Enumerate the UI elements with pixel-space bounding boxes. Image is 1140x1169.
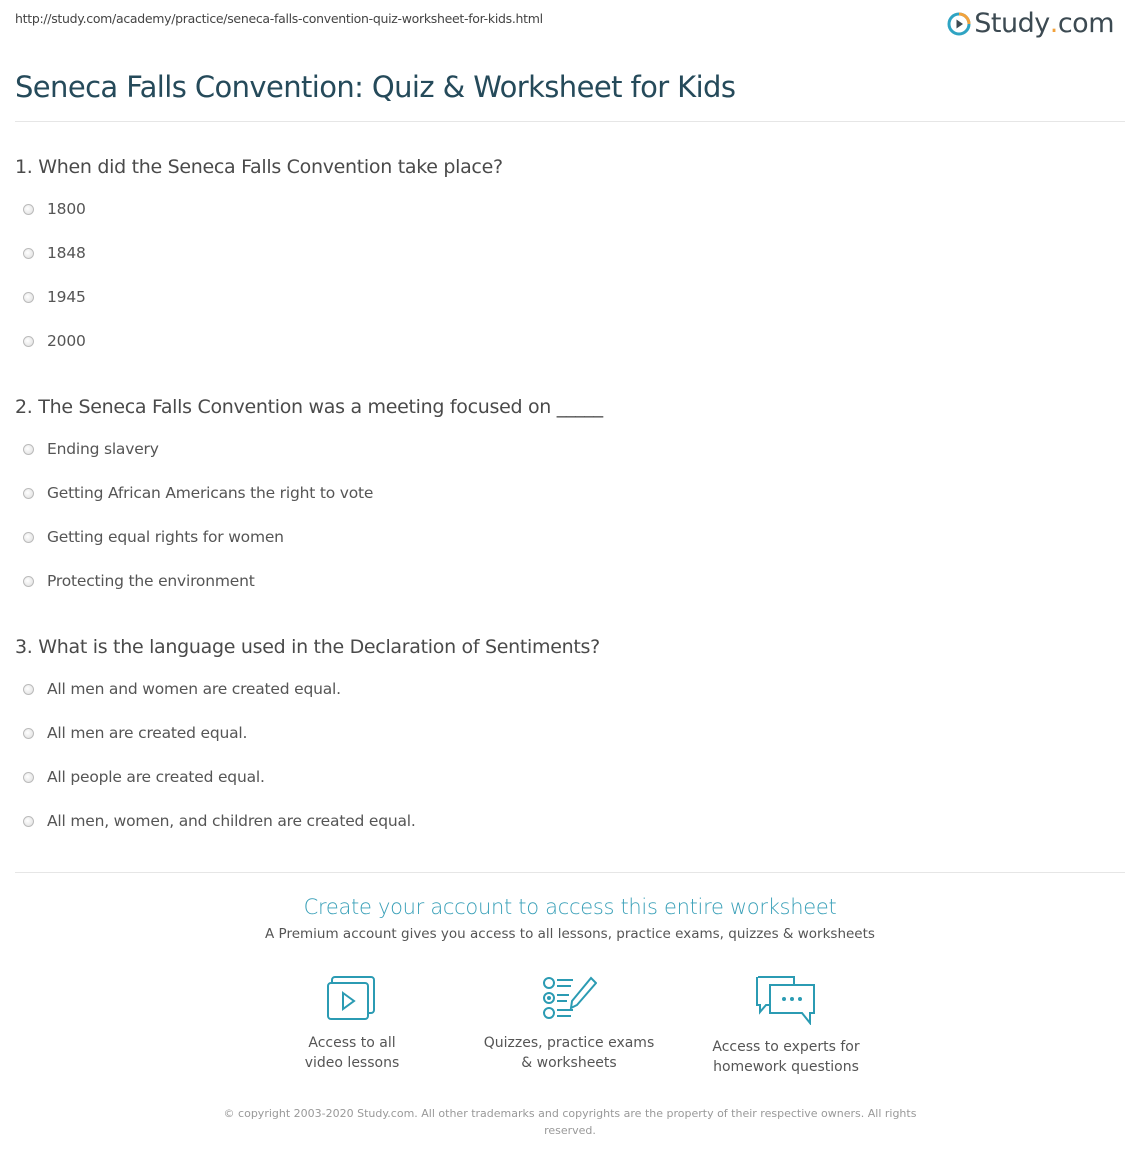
feature-label: Access to all [308,1035,396,1051]
answer-label: Getting equal rights for women [47,528,284,546]
answer-option[interactable] [23,332,86,350]
feature-label: & worksheets [521,1055,617,1071]
radio-button[interactable] [23,336,34,347]
answer-option[interactable] [23,440,159,458]
answer-option[interactable] [23,572,255,590]
answer-label: 1945 [47,288,86,306]
logo-tld: com [1057,8,1114,39]
logo-text: Study [974,8,1050,39]
copyright: © copyright 2003-2020 Study.com. All other trademarks and copyrights are the property of their respective owners. All rights reserved. [223,1107,917,1137]
feature-label: homework questions [713,1059,859,1075]
answer-option[interactable] [23,288,86,306]
radio-button[interactable] [23,444,34,455]
answer-label: Protecting the environment [47,572,255,590]
divider [15,872,1125,873]
radio-button[interactable] [23,488,34,499]
radio-button[interactable] [23,816,34,827]
radio-button[interactable] [23,532,34,543]
answer-option[interactable] [23,812,416,830]
answer-label: All men, women, and children are created equal. [47,812,416,830]
answer-label: Ending slavery [47,440,159,458]
question-2: 2. The Seneca Falls Convention was a meeting focused on _____ [15,396,603,418]
answer-option[interactable] [23,484,373,502]
radio-button[interactable] [23,728,34,739]
question-1: 1. When did the Seneca Falls Convention take place? [15,156,503,178]
answer-label: All people are created equal. [47,768,265,786]
play-logo-icon [947,12,971,36]
study-logo[interactable] [947,8,1114,39]
divider [15,121,1125,122]
answer-label: All men and women are created equal. [47,680,341,698]
answer-label: 1848 [47,244,86,262]
create-account-link[interactable]: Create your account to access this entire worksheet [303,895,837,919]
answer-option[interactable] [23,244,86,262]
radio-button[interactable] [23,684,34,695]
radio-button[interactable] [23,248,34,259]
answer-option[interactable] [23,200,86,218]
radio-button[interactable] [23,204,34,215]
answer-label: 1800 [47,200,86,218]
chat-icon [754,975,818,1025]
page-url: http://study.com/academy/practice/seneca-falls-convention-quiz-worksheet-for-kids.html [15,11,543,26]
answer-option[interactable] [23,724,247,742]
answer-option[interactable] [23,680,341,698]
feature-label: Quizzes, practice exams [483,1035,655,1051]
question-3: 3. What is the language used in the Declaration of Sentiments? [15,636,600,658]
radio-button[interactable] [23,292,34,303]
answer-option[interactable] [23,768,265,786]
radio-button[interactable] [23,772,34,783]
answer-label: 2000 [47,332,86,350]
feature-video-lessons [242,975,462,1073]
logo-dot: . [1049,8,1058,39]
page-title: Seneca Falls Convention: Quiz & Worksheet for Kids [15,70,736,104]
answer-label: Getting African Americans the right to vote [47,484,374,502]
promo-subheading: A Premium account gives you access to all lessons, practice exams, quizzes & worksheets [265,926,875,942]
answer-label: All men are created equal. [47,724,248,742]
answer-option[interactable] [23,528,284,546]
feature-label: Access to experts for [712,1039,860,1055]
feature-quizzes [459,975,679,1073]
feature-label: video lessons [304,1055,400,1071]
video-lessons-icon [326,975,378,1021]
radio-button[interactable] [23,576,34,587]
quiz-icon [541,975,597,1021]
feature-experts [676,975,896,1077]
